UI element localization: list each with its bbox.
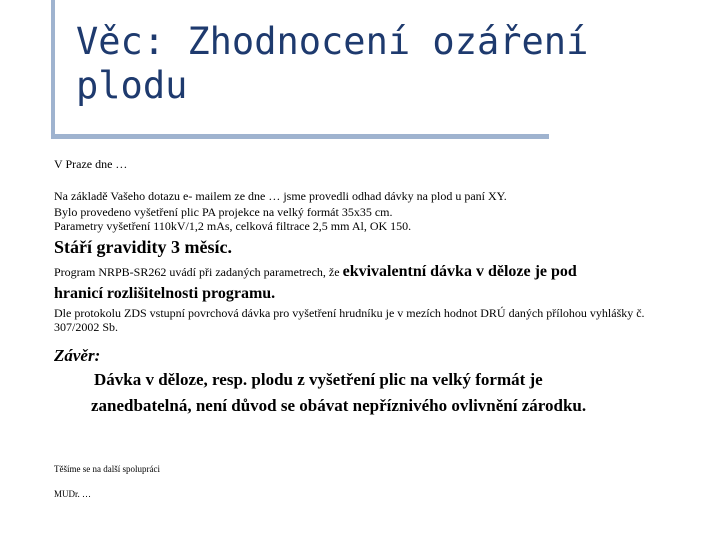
conclusion-line-2: zanedbatelná, není důvod se obávat nepříznivého ovlivnění zárodku. — [91, 396, 587, 415]
title-line-2: plodu — [76, 64, 188, 107]
title-accent-bar-horizontal — [51, 134, 549, 139]
program-statement-big: ekvivalentní dávka v děloze je pod — [342, 263, 577, 280]
program-statement-line-1 — [54, 263, 577, 281]
signature: MUDr. … — [54, 489, 92, 499]
slide-title — [76, 20, 676, 108]
paragraph-1-line-3: Parametry vyšetření 110kV/1,2 mAs, celková filtrace 2,5 mm Al, OK 150. — [54, 219, 412, 233]
title-line-1: Věc: Zhodnocení ozáření — [76, 20, 589, 63]
title-accent-bar-vertical — [51, 0, 55, 138]
conclusion-heading: Závěr: — [54, 346, 101, 365]
paragraph-1-line-1: Na základě Vašeho dotazu e- mailem ze dne … jsme provedli odhad dávky na plod u paní XY. — [54, 189, 507, 203]
conclusion-line-1: Dávka v děloze, resp. plodu z vyšetření plic na velký formát je — [94, 370, 543, 389]
gestation-age: Stáří gravidity 3 měsíc. — [54, 237, 232, 257]
zds-line-2: 307/2002 Sb. — [54, 320, 119, 334]
program-statement-line-2: hranicí rozlišitelnosti programu. — [54, 285, 276, 302]
closing-line: Těšíme se na další spolupráci — [54, 464, 160, 474]
zds-line-1: Dle protokolu ZDS vstupní povrchová dávka pro vyšetření hrudníku je v mezích hodnot DRÚ daných přílohou vyhlášky č. — [54, 306, 645, 320]
paragraph-1-line-2: Bylo provedeno vyšetření plic PA projekce na velký formát 35x35 cm. — [54, 205, 393, 219]
place-date: V Praze dne … — [54, 157, 128, 171]
program-statement-small: Program NRPB-SR262 uvádí při zadaných parametrech, že — [54, 265, 340, 279]
